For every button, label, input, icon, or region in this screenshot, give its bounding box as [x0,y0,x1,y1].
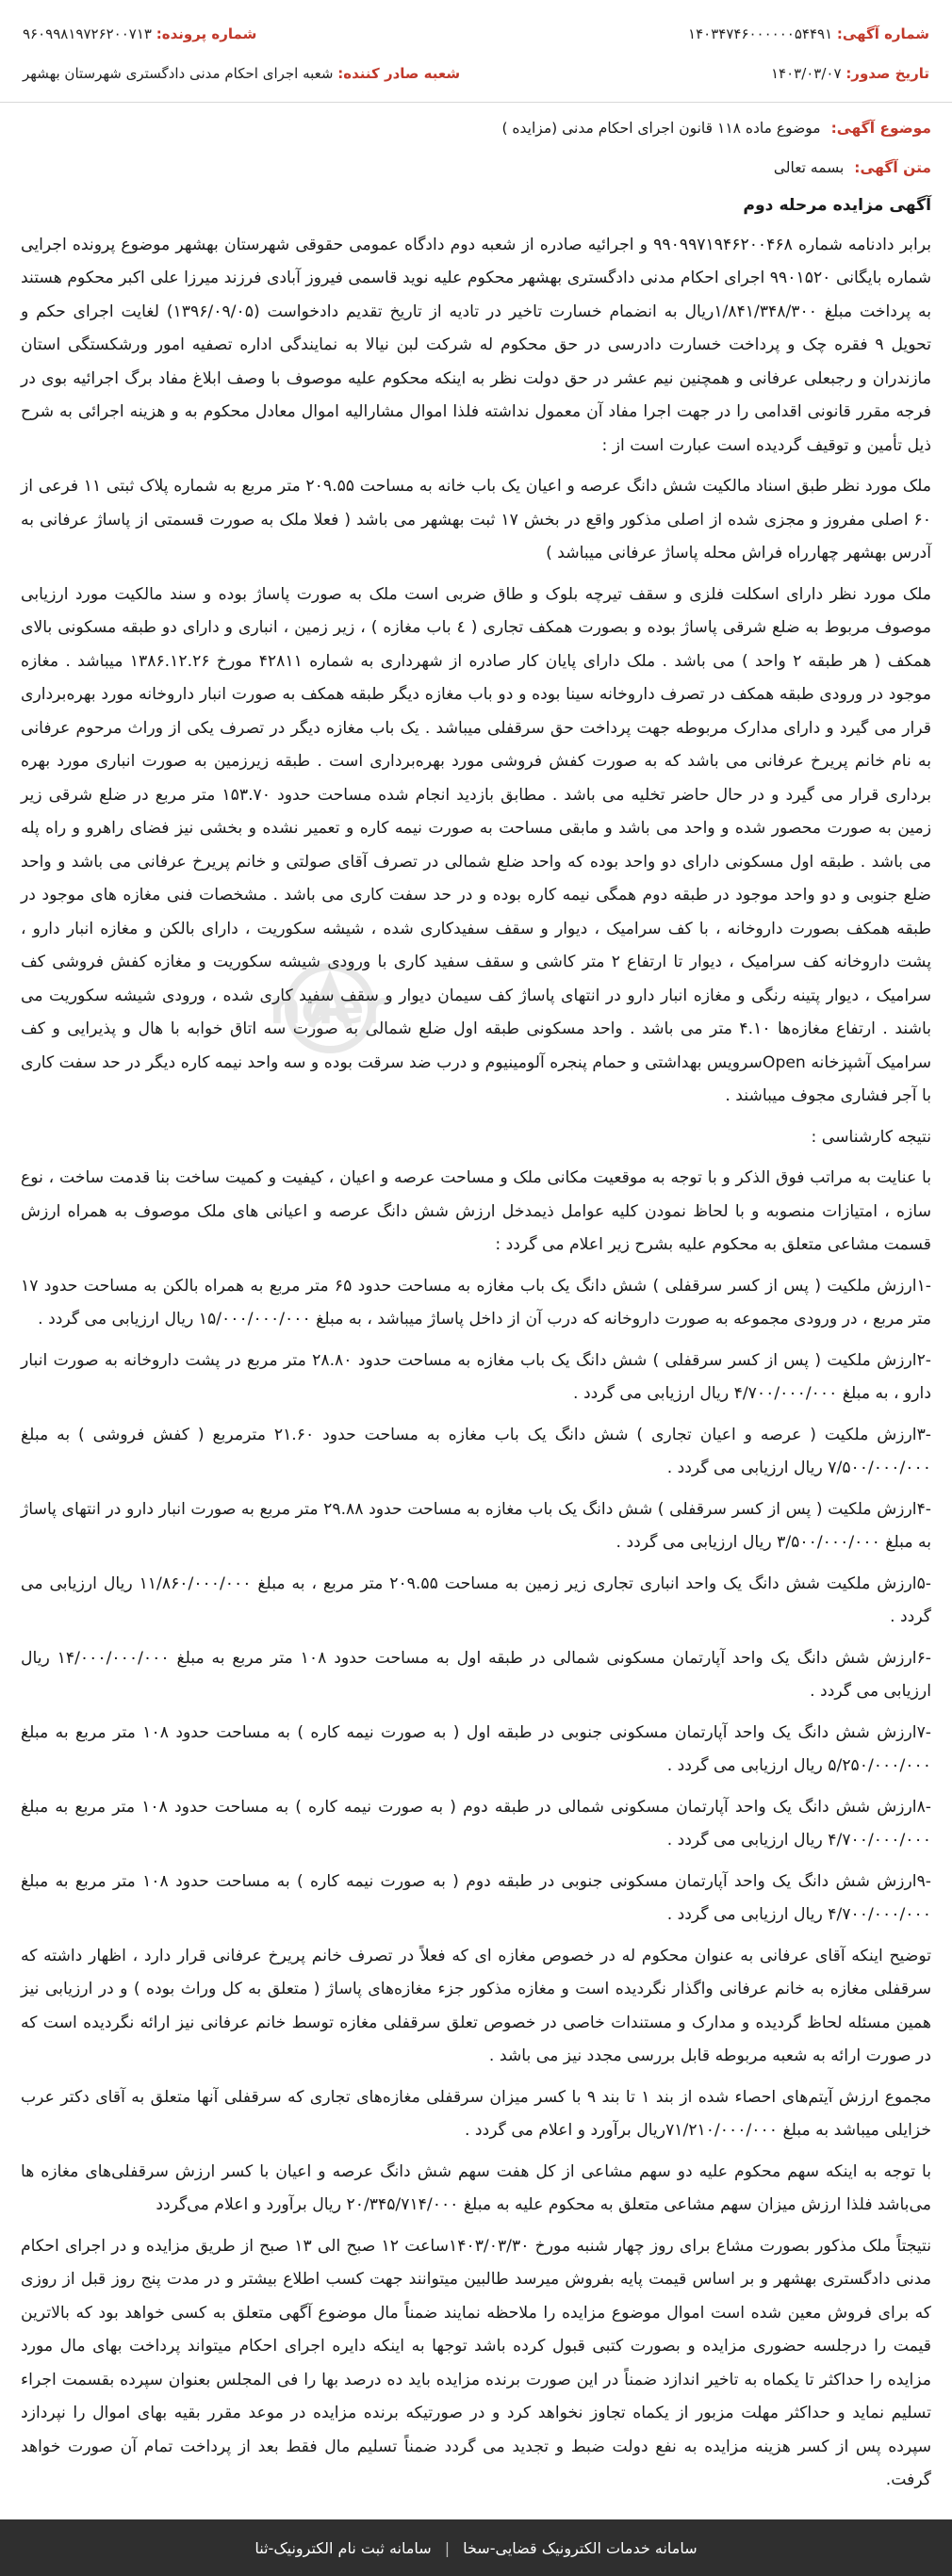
text-intro-line [21,154,931,182]
notice-body [0,189,952,2498]
subject-value: موضوع ماده ۱۱۸ قانون اجرای احکام مدنی (مزایده ) [501,120,821,137]
paragraph-auction-terms: نتیجتاً ملک مذکور بصورت مشاع برای روز چهار شنبه مورخ ۱۴۰۳/۰۳/۳۰ساعت ۱۲ صبح الی ۱۳ صبح از طریق مزایده و در اجرای احکام مدنی دادگستری بهشهر و بر اساس قیمت پایه بفروش میرسد طالبین میتوانند جهت کسب اطلاع بیشتر و در مدت پنج روز قبل از روزی که برای فروش معین شده است اموال موضوع مزایده را ملاحظه نمایند ضمناً مال موضوع آگهی متعلق به کسی خواهد بود که بالاترین قیمت را درجلسه حضوری مزایده و بصورت کتبی قبول کرده باشد توجها به اینکه دایره اجرای احکام میتواند پرداخت بهای مال مورد مزایده را حداکثر تا یکماه به تاخیر اندازد ضمناً در این صورت برنده مزایده باید ده درصد بها را فی المجلس بعنوان سپرده بقسمت اجراء تسلیم نماید و حداکثر مهلت مزبور از یکماه تجاوز نخواهد کرد و در صورتیکه برنده مزایده در موعد مقرر بقیه بهای اموال را نپردازد سپرده پس از کسر هزینه مزایده به نفع دولت ضبط و تجدید می گردد ضمناً تسلیم مال فقط بعد از پرداخت تمام آن صورت خواهد گرفت. [21,2236,932,2489]
footer-link-sakha[interactable]: سامانه خدمات الکترونیک قضایی-سخا [463,2538,698,2557]
header-row-2 [23,60,929,87]
issue-date-label: تاریخ صدور: [845,65,929,82]
valuation-item-9: -۹ارزش شش دانگ یک واحد آپارتمان مسکونی جنوبی در طبقه دوم ( به صورت نیمه کاره ) به مساحت حدود ۱۰۸ متر مربع به مبلغ ۴/۷۰۰/۰۰۰/۰۰۰ ریال ارزیابی می گردد . [21,1871,931,1924]
footer-bar [0,2519,952,2576]
case-number-field [23,21,256,47]
subject-label: موضوع آگهی: [830,120,931,137]
subject-line [21,114,931,142]
issue-date-value: ۱۴۰۳/۰۳/۰۷ [770,65,842,82]
text-intro-value: بسمه تعالی [773,159,845,176]
valuation-item-3: -۳ارزش ملکیت ( عرصه و اعیان تجاری ) شش دانگ یک باب مغازه به مساحت حدود ۲۱.۶۰ مترمربع ( کفش فروشی ) به مبلغ ۷/۵۰۰/۰۰۰/۰۰۰ ریال ارزیابی می گردد . [21,1425,931,1477]
issuing-branch-value: شعبه اجرای احکام مدنی دادگستری شهرستان بهشهر [23,65,334,82]
notice-header [0,0,952,103]
notice-title: آگهی مزایده مرحله دوم [743,196,931,215]
paragraph-property-description: ملک مورد نظر دارای اسکلت فلزی و سقف تیرچه بلوک و طاق ضربی است ملک به صورت پاساژ بوده و سند مالکیت مورد ارزیابی موصوف مربوط به ضلع شرقی پاساژ بوده و بصورت همکف تجاری ( ٤ باب مغازه ) ، زیر زمین ، انباری و دارای دو طبقه مسکونی بالای همکف ( هر طبقه ۲ واحد ) می باشد . ملک دارای پایان کار صادره از شهرداری به شماره ۴۲۸۱۱ مورخ ۱۳۸۶.۱۲.۲۶ میباشد . مغازه موجود در ورودی طبقه همکف در تصرف داروخانه سینا بوده و دو باب مغازه دیگر طبقه همکف به صورت انبار داروخانه مورد بهره‌برداری قرار می گیرد و دارای مدارک مربوطه جهت پرداخت حق سرقفلی میباشد . یک باب مغازه دیگر در تصرف یکی از وراث مرحوم عرفانی به نام خانم پریرخ عرفانی می باشد که به صورت کفش فروشی مورد بهره‌برداری است . طبقه زیرزمین به صورت انباری مورد بهره برداری قرار می گیرد و در حال حاضر تخلیه می باشد . مطابق بازدید انجام شده مساحت حدود ۱۵۳.۷۰ متر مربع در ضلع شرقی زیر زمین به صورت محصور شده و واحد می باشد و مابقی مساحت به صورت نیمه کاره و تعمیر نشده و بخشی نیز فضای راهرو و راه پله می باشد . طبقه اول مسکونی دارای دو واحد بوده که واحد ضلع شمالی در تصرف آقای صولتی و خانم پریرخ عرفانی می باشد و واحد ضلع جنوبی و دو واحد موجود در طبقه دوم همگی نیمه کاره بوده و در حد سفت کاری می باشد . مشخصات فنی مغازه های موجود در طبقه همکف بصورت داروخانه ، با کف سرامیک ، دیوار و سقف سفیدکاری شده ، شیشه سکوریت ، دارای بالکن و مغازه انبار دارو ، پشت داروخانه کف سرامیک ، دیوار تا ارتفاع ۲ متر کاشی و سقف سفید کاری با ورودی شیشه سکوریت و مغازه کفش فروشی کف سرامیک ، دیوار پتینه رنگی و مغازه انبار دارو در انتهای پاساژ کف سیمان دیوار و سقف سفید کاری شده ، ورودی شیشه سکوریت می باشند . ارتفاع مغازه‌ها ۴.۱۰ متر می باشد . واحد مسکونی طبقه اول ضلع شمالی به صورت سه اتاق خوابه با هال و پذیرایی و کف سرامیک آشپزخانه Openسرویس بهداشتی و حمام پنجره آلومینیوم و درب ضد سرقت بوده و سه واحد نیمه کاره دیگر در حد سفت کاری با آجر فشاری مجوف میباشند . [21,584,932,1105]
ad-number-label: شماره آگهی: [836,25,929,42]
valuation-item-2: -۲ارزش ملکیت ( پس از کسر سرقفلی ) شش دانگ یک باب مغازه به مساحت حدود ۲۸.۸۰ متر مربع در پشت داروخانه به صورت انبار دارو ، به مبلغ ۴/۷۰۰/۰۰۰/۰۰۰ ریال ارزیابی می گردد . [21,1350,931,1403]
expert-result-title: نتیجه کارشناسی : [811,1127,931,1147]
paragraph-judgment: برابر دادنامه شماره ۹۹۰۹۹۷۱۹۴۶۲۰۰۴۶۸ و اجرائیه صادره از شعبه دوم دادگاه عمومی حقوقی شهرستان بهشهر موضوع پرونده اجرایی شماره بایگانی ۹۹۰۱۵۲۰ اجرای احکام مدنی دادگستری بهشهر محکوم علیه نوید قاسمی فیروز آبادی فرزند میرزا علی اکبر محکوم هستند به پرداخت مبلغ ۱/۸۴۱/۳۴۸/۳۰۰ریال به انضمام خسارت تاخیر در تادیه از تاریخ تقدیم دادخواست (۱۳۹۶/۰۹/۰۵) لغایت اجرای حکم و تحویل ۹ فقره چک و پرداخت خسارت دادرسی در حق محکوم له شرکت لبن نیالا به نمایندگی اداره تصفیه امور ورشکستگی استان مازندران و رجبعلی عرفانی و همچنین نیم عشر در حق دولت نظر به اینکه محکوم علیه موصوف با وصف ابلاغ مفاد برگ اجرائیه بوی در فرجه مقرر قانونی اقدامی را در جهت اجرا مفاد آن معمول نداشته فلذا اموال مشارالیه اموال معادل محکوم به و هزینه اجرائی به شرح ذیل تأمین و توقیف گردیده است عبارت است از : [21,235,932,455]
issuing-branch-field [23,60,460,87]
valuation-item-1: -۱ارزش ملکیت ( پس از کسر سرقفلی ) شش دانگ یک باب مغازه به مساحت حدود ۶۵ متر مربع به همراه بالکن به مساحت حدود ۱۷ متر مربع ، در ورودی مجموعه به صورت داروخانه که درب آن از داخل پاساژ میباشد ، به مبلغ ۱۵/۰۰۰/۰۰۰/۰۰۰ ریال ارزیابی می گردد . [21,1276,931,1329]
paragraph-share-value: با توجه به اینکه سهم محکوم علیه دو سهم مشاعی از کل هفت سهم شش دانگ عرصه و اعیان با کسر ارزش سرقفلی‌های مغازه ها می‌باشد فلذا ارزش میزان سهم مشاعی متعلق به محکوم علیه به مبلغ ۲۰/۳۴۵/۷۱۴/۰۰۰ ریال برآورد و اعلام می‌گردد [21,2161,931,2214]
footer-link-sana[interactable]: سامانه ثبت نام الکترونیک-ثنا [254,2538,432,2557]
ad-number-field [688,21,929,47]
text-intro-label: متن آگهی: [854,159,931,176]
watermark-text: nder [273,982,386,1035]
paragraph-total-value: مجموع ارزش آیتم‌های احصاء شده از بند ۱ تا بند ۹ با کسر میزان سرقفلی مغازه‌های تجاری که سرقفلی آنها متعلق به آقای دکتر عرب خزایلی میباشد به مبلغ ۷۱/۲۱۰/۰۰۰/۰۰۰ریال برآورد و اعلام می گردد . [21,2087,932,2140]
valuation-item-4: -۴ارزش ملکیت ( پس از کسر سرقفلی ) شش دانگ یک باب مغازه به مساحت حدود ۲۹.۸۸ متر مربع به صورت انبار دارو در انتهای پاساژ به مبلغ ۳/۵۰۰/۰۰۰/۰۰۰ ریال ارزیابی می گردد . [21,1499,931,1552]
meta-section [0,114,952,182]
case-number-label: شماره پرونده: [156,25,257,42]
case-number-value: ۹۶۰۹۹۸۱۹۷۲۶۲۰۰۷۱۳ [23,25,152,42]
ad-number-value: ۱۴۰۳۴۷۴۶۰۰۰۰۰۰۵۴۴۹۱ [688,25,833,42]
paragraph-property-deed: ملک مورد نظر طبق اسناد مالکیت شش دانگ عرصه و اعیان یک باب خانه به مساحت ۲۰۹.۵۵ متر مربع به شماره پلاک ثبتی ۱۱ فرعی از ۶۰ اصلی مفروز و مجزی شده از اصلی مذکور واقع در بخش ۱۷ ثبت بهشهر می باشد ( فعلا ملک به صورت قسمتی از پاساژ عرفانی به آدرس بهشهر چهارراه فراش محله پاساژ عرفانی میباشد ) [21,477,931,562]
issue-date-field [771,60,929,87]
issuing-branch-label: شعبه صادر کننده: [337,65,461,82]
valuation-item-5: -۵ارزش ملکیت شش دانگ یک واحد انباری تجاری زیر زمین به مساحت ۲۰۹.۵۵ متر مربع ، به مبلغ ۱۱/۸۶۰/۰۰۰/۰۰۰ ریال ارزیابی می گردد . [21,1573,931,1626]
valuation-item-7: -۷ارزش شش دانگ یک واحد آپارتمان مسکونی جنوبی در طبقه اول ( به صورت نیمه کاره ) به مساحت حدود ۱۰۸ متر مربع به مبلغ ۵/۲۵۰/۰۰۰/۰۰۰ ریال ارزیابی می گردد . [21,1722,931,1775]
valuation-item-8: -۸ارزش شش دانگ یک واحد آپارتمان مسکونی شمالی در طبقه دوم ( به صورت نیمه کاره ) به مساحت حدود ۱۰۸ متر مربع به مبلغ ۴/۷۰۰/۰۰۰/۰۰۰ ریال ارزیابی می گردد . [21,1797,931,1850]
paragraph-expert-intro: با عنایت به مراتب فوق الذکر و با توجه به موقعیت مکانی ملک و مساحت عرصه و اعیان ، کیفیت و کمیت ساخت بنا قدمت ساخت ، نوع سازه ، امتیازات منصوبه و با لحاظ نمودن کلیه عوامل ذیمدخل ارزش شش دانگ عرصه و اعیانی های ملک موصوف به همراه ارزش قسمت مشاعی متعلق به محکوم علیه بشرح زیر اعلام می گردد : [21,1168,931,1254]
valuation-item-6: -۶ارزش شش دانگ یک واحد آپارتمان مسکونی شمالی در طبقه اول به مساحت حدود ۱۰۸ متر مربع به مبلغ ۱۴/۰۰۰/۰۰۰/۰۰۰ ریال ارزیابی می گردد . [21,1648,931,1701]
paragraph-clarification: توضیح اینکه آقای عرفانی به عنوان محکوم له در خصوص مغازه ای که فعلاً در تصرف خانم پریرخ عرفانی قرار دارد ، اظهار داشته که سرقفلی مغازه به خانم عرفانی واگذار نگردیده است و مغازه مذکور جزء مغازه‌های پاساژ ( متعلق به کل وراث بوده ) و در ارزیابی نیز همین مسئله لحاظ گردیده و مدارک و مستندات خاصی در خصوص تعلق سرقفلی مغازه توسط خانم عرفانی نیز ارائه نگردیده است که در صورت ارائه به شعبه مربوطه قابل بررسی مجدد نیز می باشد . [21,1946,931,2065]
footer-separator: | [444,2538,451,2557]
header-row-1 [23,21,929,47]
